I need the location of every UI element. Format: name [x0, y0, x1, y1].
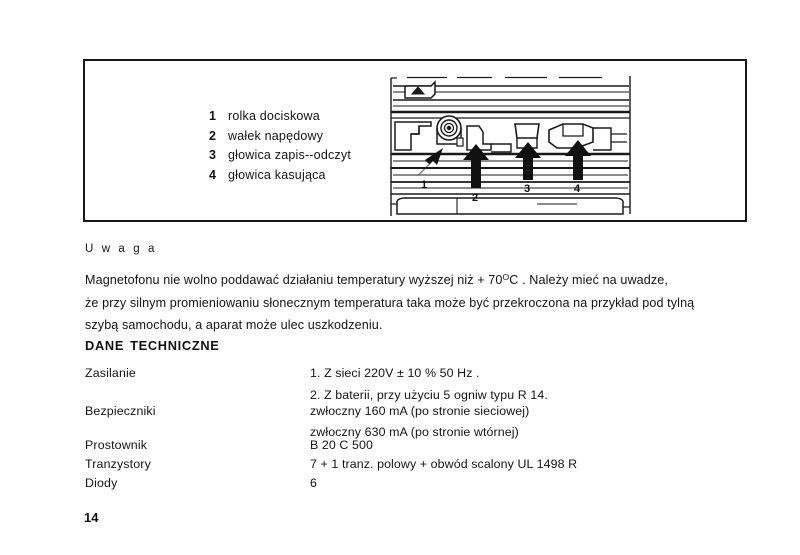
legend-item	[209, 127, 409, 147]
note-line-1-text: Magnetofonu nie wolno poddawać działaniu temperatury wyższej niż + 70	[85, 273, 503, 287]
spec-value-transistors: 7 + 1 tranz. polowy + obwód scalony UL 1498 R	[310, 457, 578, 471]
legend-item	[209, 107, 409, 127]
spec-value-fuse-secondary: zwłoczny 630 mA (po stronie wtórnej)	[310, 425, 519, 439]
heading-word-1: DANE	[85, 338, 125, 353]
note-line-2: że przy silnym promieniowaniu słonecznym temperatura taka może być przekroczona na przykład pod tylną	[85, 295, 695, 310]
callout-number: 1	[421, 179, 428, 191]
cassette-mechanism-illustration	[387, 64, 637, 219]
legend-number: 4	[209, 167, 217, 182]
spec-value-power-battery: 2. Z baterii, przy użyciu 5 ogniw typu R 14.	[310, 388, 548, 402]
degree-symbol: O	[502, 272, 510, 282]
heading-word-2: TECHNICZNE	[130, 338, 220, 353]
note-heading: U w a g a	[85, 243, 157, 255]
note-paragraph	[85, 266, 745, 337]
page-number: 14	[84, 510, 99, 525]
spec-value-power-mains: 1. Z sieci 220V ± 10 % 50 Hz .	[310, 366, 480, 380]
legend-label: głowica kasująca	[228, 167, 326, 182]
spec-label-diodes: Diody	[85, 476, 118, 490]
spec-label-fuses: Bezpieczniki	[85, 404, 156, 418]
callout-number: 2	[472, 192, 479, 204]
callout-number: 4	[574, 183, 581, 195]
spec-label-rectifier: Prostownik	[85, 438, 148, 452]
technical-data-heading	[85, 338, 220, 353]
spec-value-rectifier: B 20 C 500	[310, 438, 373, 452]
legend-item	[209, 166, 409, 186]
figure-frame	[83, 59, 747, 222]
note-line-1-tail: C . Należy mieć na uwadze,	[509, 273, 668, 287]
legend-number: 1	[209, 109, 217, 123]
callout-number: 3	[524, 183, 531, 195]
note-line-3: szybą samochodu, a aparat może ulec uszkodzeniu.	[85, 318, 383, 332]
legend-label: głowica zapis--odczyt	[228, 148, 351, 162]
spec-label-power: Zasilanie	[85, 366, 136, 380]
legend-item	[209, 146, 409, 166]
figure-legend	[209, 107, 409, 185]
spec-label-transistors: Tranzystory	[85, 457, 151, 471]
spec-value-fuse-primary: zwłoczny 160 mA (po stronie sieciowej)	[310, 404, 530, 418]
note-line-1	[85, 266, 745, 292]
callout-arrow-1	[417, 148, 443, 176]
legend-number: 3	[209, 148, 217, 162]
spec-value-diodes: 6	[310, 476, 317, 490]
legend-label: wałek napędowy	[228, 128, 324, 143]
legend-number: 2	[209, 128, 217, 143]
legend-label: rolka dociskowa	[228, 109, 320, 123]
